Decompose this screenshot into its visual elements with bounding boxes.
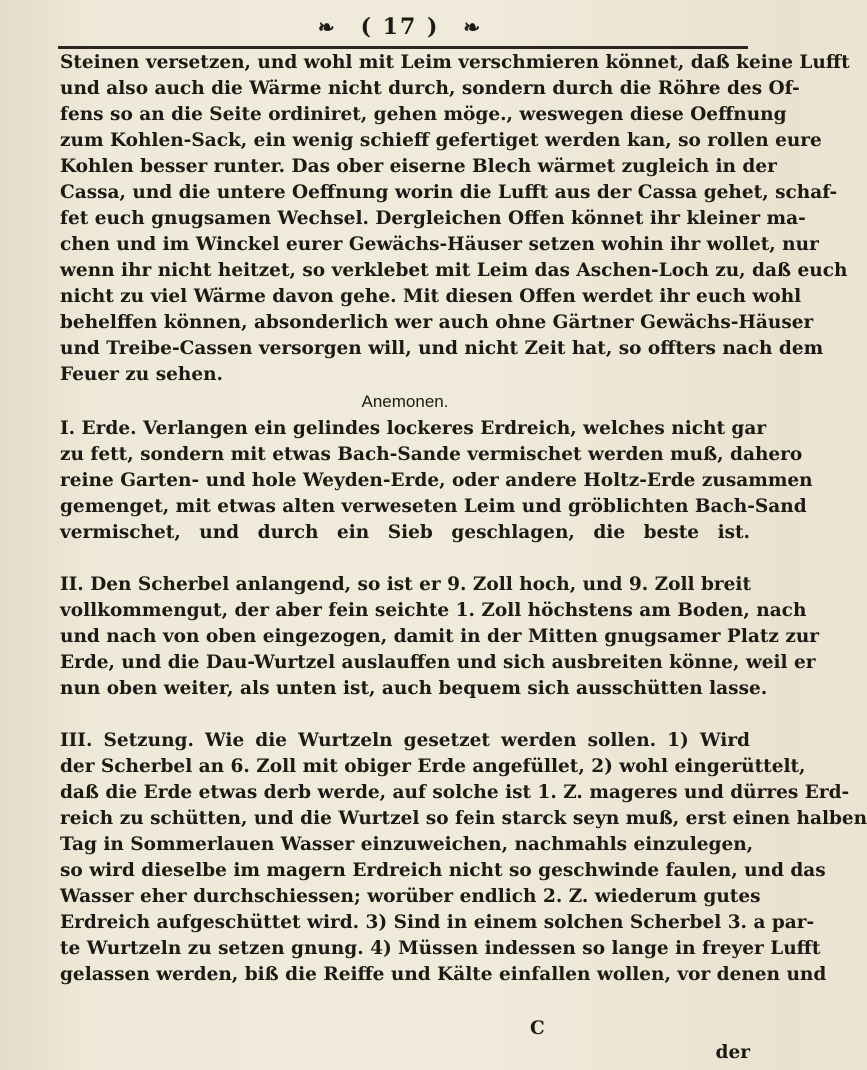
text-line: nicht zu viel Wärme davon gehe. Mit diesen Offen werdet ihr euch wohl: [60, 286, 802, 307]
text-line: I. Erde. Verlangen ein gelindes lockeres Erdreich, welches nicht gar: [60, 418, 767, 439]
signature-mark: C: [530, 1018, 545, 1039]
text-line: gemenget, mit etwas alten verweseten Leim und gröblichten Bach-Sand: [60, 496, 807, 517]
text-line: so wird dieselbe im magern Erdreich nicht so geschwinde faulen, und das: [60, 860, 826, 881]
text-line: [60, 702, 750, 728]
left-ornament: ❧: [317, 15, 337, 39]
text-line: Feuer zu sehen.: [60, 364, 223, 385]
text-line: Steinen versetzen, und wohl mit Leim verschmieren könnet, daß keine Lufft: [60, 52, 850, 73]
section-heading: Anemonen.: [361, 392, 449, 411]
page-number: ( 17 ): [360, 14, 440, 40]
text-line: behelffen können, absonderlich wer auch ohne Gärtner Gewächs-Häuser: [60, 312, 814, 333]
text-line: daß die Erde etwas derb werde, auf solche ist 1. Z. mageres und dürres Erd-: [60, 782, 850, 803]
text-line: vermischet, und durch ein Sieb geschlagen, die beste ist.: [60, 522, 750, 543]
right-ornament: ❧: [463, 15, 483, 39]
text-line: Tag in Sommerlauen Wasser einzuweichen, nachmahls einzulegen,: [60, 834, 754, 855]
text-line: reine Garten- und hole Weyden-Erde, oder andere Holtz-Erde zusammen: [60, 470, 813, 491]
text-line: und also auch die Wärme nicht durch, sondern durch die Röhre des Of-: [60, 78, 800, 99]
text-line: Kohlen besser runter. Das ober eiserne Blech wärmet zugleich in der: [60, 156, 777, 177]
text-line: der Scherbel an 6. Zoll mit obiger Erde angefüllet, 2) wohl eingerüttelt,: [60, 756, 806, 777]
text-line: [60, 988, 750, 1014]
text-line: chen und im Winckel eurer Gewächs-Häuser setzen wohin ihr wollet, nur: [60, 234, 819, 255]
text-line: wenn ihr nicht heitzet, so verklebet mit Leim das Aschen-Loch zu, daß euch: [60, 260, 848, 281]
text-line: te Wurtzeln zu setzen gnung. 4) Müssen indessen so lange in freyer Lufft: [60, 938, 821, 959]
text-line: Wasser eher durchschiessen; worüber endlich 2. Z. wiederum gutes: [60, 886, 761, 907]
page-footer: [60, 1018, 750, 1068]
header-rule: [58, 46, 748, 49]
text-line: [60, 546, 750, 572]
text-line: zu fett, sondern mit etwas Bach-Sande vermischet werden muß, dahero: [60, 444, 803, 465]
text-line: Cassa, und die untere Oeffnung worin die Lufft aus der Cassa gehet, schaf-: [60, 182, 838, 203]
text-line: vollkommengut, der aber fein seichte 1. Zoll höchstens am Boden, nach: [60, 600, 807, 621]
text-line: gelassen werden, biß die Reiffe und Kälte einfallen wollen, vor denen und: [60, 964, 827, 985]
text-line: nun oben weiter, als unten ist, auch bequem sich ausschütten lasse.: [60, 678, 768, 699]
text-line: reich zu schütten, und die Wurtzel so fein starck seyn muß, erst einen halben: [60, 808, 867, 829]
page-header: [0, 8, 800, 46]
text-line: Erdreich aufgeschüttet wird. 3) Sind in einem solchen Scherbel 3. a par-: [60, 912, 815, 933]
text-line: und Treibe-Cassen versorgen will, und nicht Zeit hat, so offters nach dem: [60, 338, 824, 359]
text-line: fet euch gnugsamen Wechsel. Dergleichen Offen könnet ihr kleiner ma-: [60, 208, 806, 229]
text-line: und nach von oben eingezogen, damit in der Mitten gnugsamer Platz zur: [60, 626, 820, 647]
text-line: III. Setzung. Wie die Wurtzeln gesetzet werden sollen. 1) Wird: [60, 730, 750, 751]
text-line: fens so an die Seite ordiniret, gehen möge., weswegen diese Oeffnung: [60, 104, 787, 125]
text-line: Erde, und die Dau-Wurtzel auslauffen und sich ausbreiten könne, weil er: [60, 652, 816, 673]
catchword: der: [715, 1042, 750, 1063]
text-line: zum Kohlen-Sack, ein wenig schieff gefertiget werden kan, so rollen eure: [60, 130, 822, 151]
text-body: [60, 50, 867, 1040]
text-line: II. Den Scherbel anlangend, so ist er 9. Zoll hoch, und 9. Zoll breit: [60, 574, 751, 595]
